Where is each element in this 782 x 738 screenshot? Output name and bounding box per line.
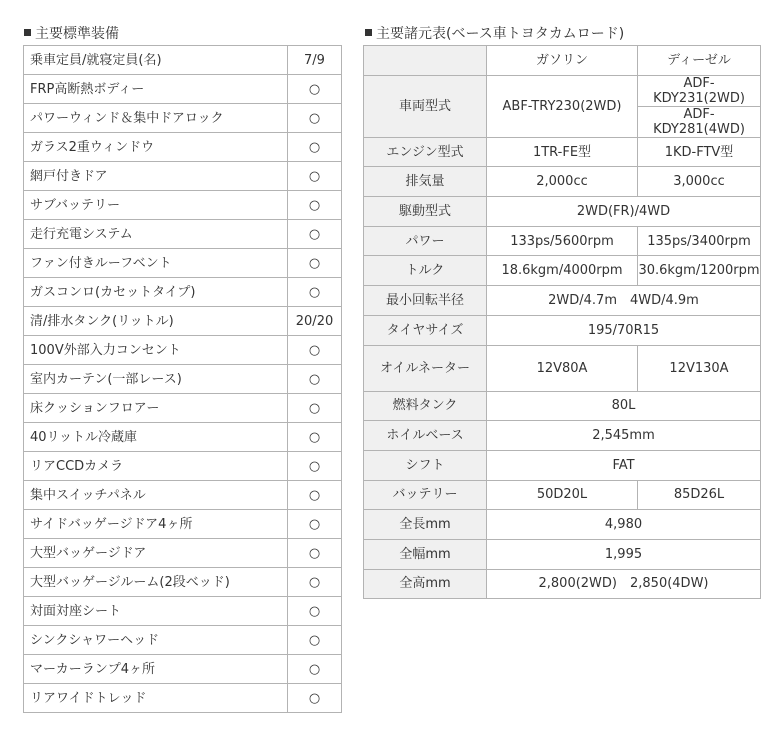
equipment-name: ガラス2重ウィンドウ [24,133,288,162]
equipment-value: ○ [288,220,342,249]
equipment-value: ○ [288,336,342,365]
spec-label-tire: タイヤサイズ [364,315,487,345]
equipment-name: リアCCDカメラ [24,452,288,481]
spec-row-fuel-tank [364,391,761,421]
spec-row-battery [364,480,761,510]
equipment-row [24,191,342,220]
spec-row-shift [364,450,761,480]
spec-engine-diesel: 1KD-FTV型 [638,137,761,167]
spec-label-model: 車両型式 [364,75,487,137]
spec-torque-diesel: 30.6kgm/1200rpm [638,256,761,286]
spec-label-torque: トルク [364,256,487,286]
equipment-section-title [24,26,119,42]
spec-label-height: 全高mm [364,569,487,599]
spec-row-length [364,510,761,540]
spec-header-blank [364,46,487,76]
equipment-table [23,45,342,713]
equipment-name: 網戸付きドア [24,162,288,191]
equipment-title-text: 主要標準装備 [35,26,119,42]
equipment-value: ○ [288,626,342,655]
equipment-row [24,75,342,104]
equipment-row [24,481,342,510]
spec-torque-gasoline: 18.6kgm/4000rpm [487,256,638,286]
spec-table [363,45,761,599]
spec-label-wheelbase: ホイルベース [364,421,487,451]
spec-alternator-diesel: 12V130A [638,345,761,391]
equipment-name: 走行充電システム [24,220,288,249]
equipment-value: 20/20 [288,307,342,336]
spec-wheelbase-value: 2,545mm [487,421,761,451]
spec-label-alternator: オイルネーター [364,345,487,391]
spec-model-diesel-4wd: ADF-KDY281(4WD) [638,106,761,137]
equipment-row [24,46,342,75]
equipment-row [24,162,342,191]
equipment-name: シンクシャワーヘッド [24,626,288,655]
spec-header-row [364,46,761,76]
equipment-value: ○ [288,481,342,510]
spec-row-width [364,539,761,569]
spec-label-engine: エンジン型式 [364,137,487,167]
equipment-value: ○ [288,133,342,162]
equipment-name: 室内カーテン(一部レース) [24,365,288,394]
spec-label-width: 全幅mm [364,539,487,569]
spec-row-displacement [364,167,761,197]
equipment-name: 床クッションフロアー [24,394,288,423]
equipment-row [24,104,342,133]
equipment-value: ○ [288,597,342,626]
equipment-name: 乗車定員/就寝定員(名) [24,46,288,75]
spec-battery-diesel: 85D26L [638,480,761,510]
spec-battery-gasoline: 50D20L [487,480,638,510]
spec-row-height [364,569,761,599]
spec-row-torque [364,256,761,286]
equipment-row [24,597,342,626]
equipment-name: ガスコンロ(カセットタイプ) [24,278,288,307]
equipment-name: 清/排水タンク(リットル) [24,307,288,336]
equipment-table-body [24,46,342,713]
spec-section-title [365,26,624,42]
equipment-value: ○ [288,394,342,423]
spec-drive-value: 2WD(FR)/4WD [487,197,761,227]
spec-alternator-gasoline: 12V80A [487,345,638,391]
equipment-name: 大型バッゲージドア [24,539,288,568]
equipment-name: 100V外部入力コンセント [24,336,288,365]
spec-label-drive: 駆動型式 [364,197,487,227]
equipment-value: ○ [288,539,342,568]
equipment-value: ○ [288,510,342,539]
spec-label-power: パワー [364,226,487,256]
spec-length-value: 4,980 [487,510,761,540]
spec-model-gasoline: ABF-TRY230(2WD) [487,75,638,137]
equipment-value: ○ [288,104,342,133]
equipment-row [24,655,342,684]
equipment-name: 40リットル冷蔵庫 [24,423,288,452]
equipment-row [24,423,342,452]
spec-displacement-diesel: 3,000cc [638,167,761,197]
equipment-row [24,249,342,278]
spec-power-diesel: 135ps/3400rpm [638,226,761,256]
equipment-name: FRP高断熱ボディー [24,75,288,104]
equipment-row [24,278,342,307]
equipment-name: サイドバッゲージドア4ヶ所 [24,510,288,539]
spec-width-value: 1,995 [487,539,761,569]
equipment-value: ○ [288,278,342,307]
spec-displacement-gasoline: 2,000cc [487,167,638,197]
diesel-header: ディーゼル [638,46,761,76]
equipment-value: ○ [288,684,342,713]
spec-row-drive [364,197,761,227]
equipment-value: ○ [288,423,342,452]
spec-label-fuel-tank: 燃料タンク [364,391,487,421]
equipment-name: 対面対座シート [24,597,288,626]
spec-tire-value: 195/70R15 [487,315,761,345]
spec-label-shift: シフト [364,450,487,480]
spec-row-tire [364,315,761,345]
equipment-name: サブバッテリー [24,191,288,220]
equipment-name: 大型バッゲージルーム(2段ベッド) [24,568,288,597]
spec-row-wheelbase [364,421,761,451]
equipment-row [24,133,342,162]
equipment-row [24,539,342,568]
spec-shift-value: FAT [487,450,761,480]
equipment-value: ○ [288,191,342,220]
equipment-value: ○ [288,162,342,191]
equipment-row [24,220,342,249]
equipment-value: ○ [288,655,342,684]
spec-title-text: 主要諸元表(ベース車トヨタカムロード) [376,26,625,42]
spec-row-power [364,226,761,256]
equipment-name: リアワイドトレッド [24,684,288,713]
spec-label-length: 全長mm [364,510,487,540]
spec-engine-gasoline: 1TR-FE型 [487,137,638,167]
equipment-value: ○ [288,452,342,481]
equipment-value: ○ [288,365,342,394]
equipment-value: ○ [288,75,342,104]
spec-label-displacement: 排気量 [364,167,487,197]
equipment-name: パワーウィンド＆集中ドアロック [24,104,288,133]
spec-row-turning-radius [364,286,761,316]
equipment-row [24,568,342,597]
spec-height-value: 2,800(2WD) 2,850(4DW) [487,569,761,599]
equipment-row [24,336,342,365]
equipment-row [24,394,342,423]
equipment-row [24,365,342,394]
equipment-row [24,626,342,655]
spec-model-diesel-2wd: ADF-KDY231(2WD) [638,75,761,106]
equipment-value: ○ [288,249,342,278]
equipment-name: ファン付きルーフベント [24,249,288,278]
equipment-row [24,452,342,481]
spec-fuel-tank-value: 80L [487,391,761,421]
spec-row-alternator [364,345,761,391]
spec-power-gasoline: 133ps/5600rpm [487,226,638,256]
spec-label-battery: バッテリー [364,480,487,510]
equipment-row [24,510,342,539]
gasoline-header: ガソリン [487,46,638,76]
bullet-square-icon [365,29,372,36]
equipment-row [24,307,342,336]
spec-turning-radius-value: 2WD/4.7m 4WD/4.9m [487,286,761,316]
equipment-name: マーカーランプ4ヶ所 [24,655,288,684]
spec-label-turning-radius: 最小回転半径 [364,286,487,316]
equipment-name: 集中スイッチパネル [24,481,288,510]
spec-row-engine [364,137,761,167]
bullet-square-icon [24,29,31,36]
equipment-row [24,684,342,713]
equipment-value: 7/9 [288,46,342,75]
spec-row-model [364,75,761,106]
equipment-value: ○ [288,568,342,597]
